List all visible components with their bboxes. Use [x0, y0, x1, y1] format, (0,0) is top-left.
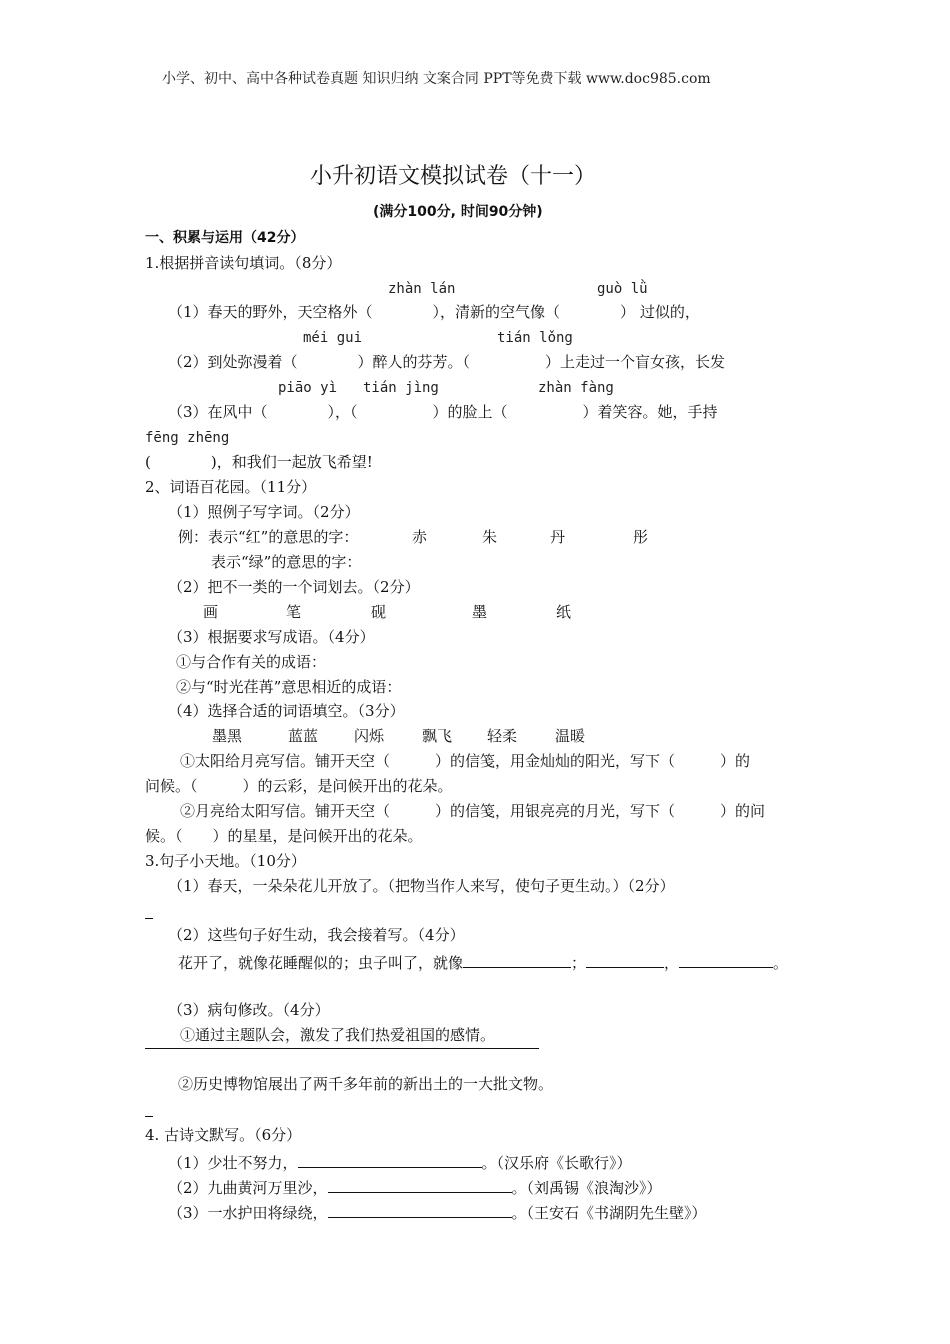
- q4-heading: 4. 古诗文默写。（6分）: [145, 1126, 302, 1144]
- q1-pinyin: guò lǜ: [597, 281, 648, 297]
- word-item: 墨: [472, 603, 488, 621]
- answer-blank[interactable]: [328, 1178, 512, 1193]
- q2-part-2: （2）把不一类的一个词划去。（2分）: [168, 578, 420, 596]
- answer-line[interactable]: [145, 1116, 153, 1117]
- q2-fill-line-2: 问候。（ ）的云彩，是问候开出的花朵。: [145, 777, 453, 795]
- poem-line: （3）一水护田将绿绕，: [168, 1204, 328, 1222]
- red-word: 朱: [482, 528, 498, 546]
- page-title: 小升初语文模拟试卷（十一）: [310, 164, 597, 189]
- word-item: 笔: [286, 603, 302, 621]
- word-item: 纸: [556, 603, 572, 621]
- choice-word: 温暖: [555, 727, 586, 745]
- q3-heading: 3.句子小天地。（10分）: [145, 852, 306, 870]
- q2-fill-line-4: 候。（ ）的星星，是问候开出的花朵。: [145, 827, 423, 845]
- q3-part-1: （1）春天，一朵朵花儿开放了。（把物当作人来写，使句子更生动。）（2分）: [168, 877, 675, 895]
- answer-line[interactable]: [145, 918, 153, 919]
- q2-example-red: 例：表示“红”的意思的字：: [178, 528, 359, 546]
- choice-word: 闪烁: [354, 727, 385, 745]
- choice-word: 蓝蓝: [288, 727, 319, 745]
- exam-subtitle: (满分100分, 时间90分钟): [373, 204, 543, 220]
- q3-part-2: （2）这些句子好生动，我会接着写。（4分）: [168, 926, 465, 944]
- section-1-heading: 一、积累与运用（42分）: [145, 230, 305, 246]
- q1-pinyin: piāo yì: [278, 380, 338, 396]
- page-header: 小学、初中、高中各种试卷真题 知识归纳 文案合同 PPT等免费下载 www.doc985.com: [162, 71, 711, 87]
- q3-sentence-text: 花开了，就像花睡醒似的；虫子叫了，就像: [178, 954, 464, 972]
- poem-source: 。（王安石《书湖阴先生壁》）: [511, 1204, 707, 1222]
- q1-pinyin: tián jìng: [363, 380, 439, 396]
- q3-part-3: （3）病句修改。（4分）: [168, 1001, 330, 1019]
- q2-heading: 2、词语百花园。（11分）: [145, 478, 317, 496]
- q1-pinyin: méi gui: [303, 330, 363, 346]
- q2-fill-line-1: ①太阳给月亮写信。铺开天空（ ）的信笺，用金灿灿的阳光，写下（ ）的: [180, 752, 751, 770]
- q4-recite-1: [168, 1153, 632, 1171]
- q2-fill-line-3: ②月亮给太阳写信。铺开天空（ ）的信笺，用银亮亮的月光，写下（ ）的问: [180, 802, 766, 820]
- poem-line: （2）九曲黄河万里沙，: [168, 1179, 328, 1197]
- q4-recite-3: [168, 1203, 707, 1221]
- poem-source: 。（汉乐府《长歌行》）: [481, 1154, 632, 1172]
- q3-part-3b: ②历史博物馆展出了两千多年前的新出土的一大批文物。: [178, 1075, 554, 1093]
- q2-part-3: （3）根据要求写成语。（4分）: [168, 628, 375, 646]
- q1-sentence-2: （2）到处弥漫着（ ）醉人的芬芳。（ ）上走过一个盲女孩，长发: [168, 353, 726, 371]
- q1-heading: 1.根据拼音读句填词。（8分）: [145, 254, 342, 272]
- q2-part-3b: ②与“时光荏苒”意思相近的成语：: [176, 678, 402, 696]
- q2-part-4: （4）选择合适的词语填空。（3分）: [168, 702, 405, 720]
- red-word: 赤: [412, 528, 428, 546]
- q1-sentence-3: （3）在风中（ ），（ ）的脸上（ ）着笑容。她，手持: [168, 403, 718, 421]
- answer-line[interactable]: [145, 1048, 539, 1049]
- word-item: 砚: [371, 603, 387, 621]
- word-item: 画: [203, 603, 219, 621]
- answer-blank[interactable]: [586, 953, 664, 968]
- q1-pinyin: zhàn lán: [388, 281, 456, 297]
- q1-pinyin: zhàn fàng: [538, 380, 614, 396]
- poem-line: （1）少壮不努力，: [168, 1154, 298, 1172]
- q1-pinyin: tián lǒng: [497, 330, 573, 346]
- red-word: 丹: [550, 528, 566, 546]
- q1-pinyin: fēng zhēng: [145, 430, 230, 446]
- choice-word: 墨黑: [212, 727, 243, 745]
- q1-sentence-1: （1）春天的野外，天空格外（ ），清新的空气像（ ） 过似的，: [168, 303, 700, 321]
- q3-part-2-sentence: [178, 953, 788, 971]
- choice-word: 飘飞: [422, 727, 453, 745]
- q2-part-1: （1）照例子写字词。（2分）: [168, 503, 360, 521]
- q4-recite-2: [168, 1178, 662, 1196]
- poem-source: 。（刘禹锡《浪淘沙》）: [511, 1179, 662, 1197]
- separator: ；: [571, 954, 587, 972]
- q2-part-3a: ①与合作有关的成语：: [176, 653, 327, 671]
- answer-blank[interactable]: [298, 1153, 482, 1168]
- separator: ，: [664, 954, 680, 972]
- separator: 。: [773, 954, 789, 972]
- answer-blank[interactable]: [679, 953, 773, 968]
- answer-blank[interactable]: [328, 1203, 512, 1218]
- red-word: 彤: [633, 528, 649, 546]
- q1-sentence-4: ( )，和我们一起放飞希望!: [145, 453, 373, 471]
- choice-word: 轻柔: [487, 727, 518, 745]
- q3-part-3a: ①通过主题队会，激发了我们热爱祖国的感情。: [180, 1026, 496, 1044]
- q2-example-green: 表示“绿”的意思的字：: [211, 553, 362, 571]
- answer-blank[interactable]: [463, 953, 571, 968]
